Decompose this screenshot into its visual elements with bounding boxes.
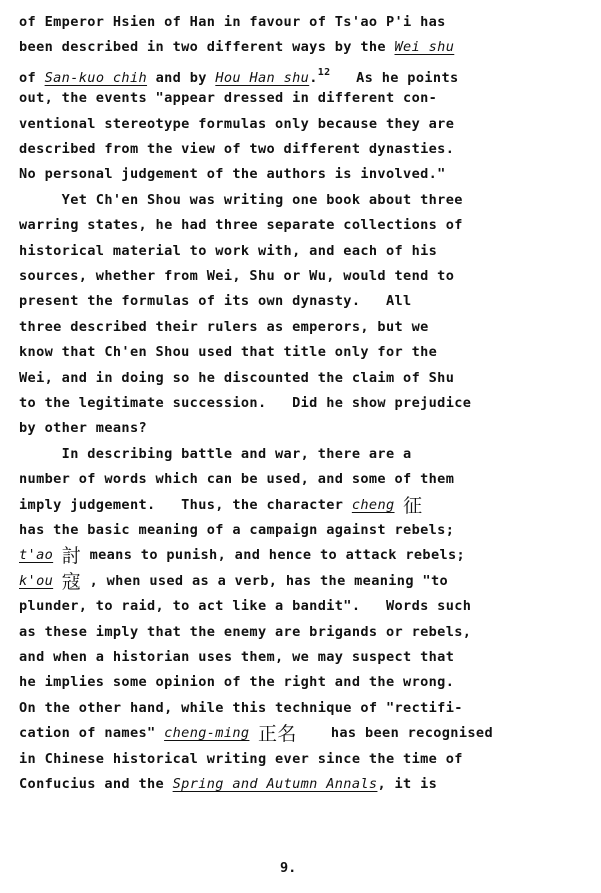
chinese-characters-cheng-ming: 正名 xyxy=(257,723,297,745)
title-wei-shu: Wei shu xyxy=(394,39,455,55)
text-line: of Emperor Hsien of Han in favour of Ts'ao P'i has xyxy=(19,14,446,30)
text-line: to the legitimate succession. Did he show prejudice xyxy=(19,395,472,411)
term-cheng-ming: cheng-ming xyxy=(164,725,250,741)
text-line: described from the view of two different dynasties. xyxy=(19,141,455,157)
text-line: imply judgement. Thus, the character cheng 征 xyxy=(19,495,423,517)
text-line: ventional stereotype formulas only because they are xyxy=(19,116,455,132)
text-line: in Chinese historical writing ever since the time of xyxy=(19,751,463,767)
text-line: cation of names" cheng-ming 正名 has been recognised xyxy=(19,723,493,745)
text-line: and when a historian uses them, we may suspect that xyxy=(19,649,455,665)
text-line: as these imply that the enemy are brigands or rebels, xyxy=(19,624,472,640)
text-line: In describing battle and war, there are a xyxy=(19,446,412,462)
text-line: historical material to work with, and each of his xyxy=(19,243,438,259)
text-line: sources, whether from Wei, Shu or Wu, would tend to xyxy=(19,268,455,284)
text-line: On the other hand, while this technique of "rectifi- xyxy=(19,700,463,716)
text-line: k'ou 寇 , when used as a verb, has the meaning "to xyxy=(19,571,449,593)
text-line: by other means? xyxy=(19,420,148,436)
text-line: know that Ch'en Shou used that title only for the xyxy=(19,344,438,360)
text-line: he implies some opinion of the right and the wrong. xyxy=(19,674,455,690)
text-line: Yet Ch'en Shou was writing one book about three xyxy=(19,192,463,208)
term-kou: k'ou xyxy=(19,573,54,589)
text-line: number of words which can be used, and some of them xyxy=(19,471,455,487)
title-spring-and-autumn-annals: Spring and Autumn Annals xyxy=(172,776,378,792)
term-cheng: cheng xyxy=(351,497,395,513)
page-number: 9. xyxy=(280,860,297,876)
text-line: plunder, to raid, to act like a bandit". Words such xyxy=(19,598,472,614)
title-san-kuo-chih: San-kuo chih xyxy=(44,70,148,86)
text-line: has the basic meaning of a campaign against rebels; xyxy=(19,522,455,538)
title-hou-han-shu: Hou Han shu xyxy=(215,70,310,86)
text-line: of San-kuo chih and by Hou Han shu.$^{12}$ As he points xyxy=(19,67,459,86)
text-line: Confucius and the Spring and Autumn Annals, it is xyxy=(19,776,438,792)
text-line: been described in two different ways by the Wei shu xyxy=(19,39,455,55)
text-line: out, the events "appear dressed in different con- xyxy=(19,90,438,106)
text-line: No personal judgement of the authors is involved." xyxy=(19,166,446,182)
text-line: warring states, he had three separate collections of xyxy=(19,217,463,233)
text-line: Wei, and in doing so he discounted the claim of Shu xyxy=(19,370,455,386)
chinese-character-tao: 討 xyxy=(61,545,82,567)
chinese-character-cheng: 征 xyxy=(403,495,423,517)
chinese-character-kou: 寇 xyxy=(61,571,82,593)
text-line: present the formulas of its own dynasty. All xyxy=(19,293,412,309)
text-line: three described their rulers as emperors, but we xyxy=(19,319,429,335)
term-tao: t'ao xyxy=(19,547,54,563)
footnote-marker: 12 xyxy=(317,67,331,78)
text-line: t'ao 討 means to punish, and hence to attack rebels; xyxy=(19,545,466,567)
